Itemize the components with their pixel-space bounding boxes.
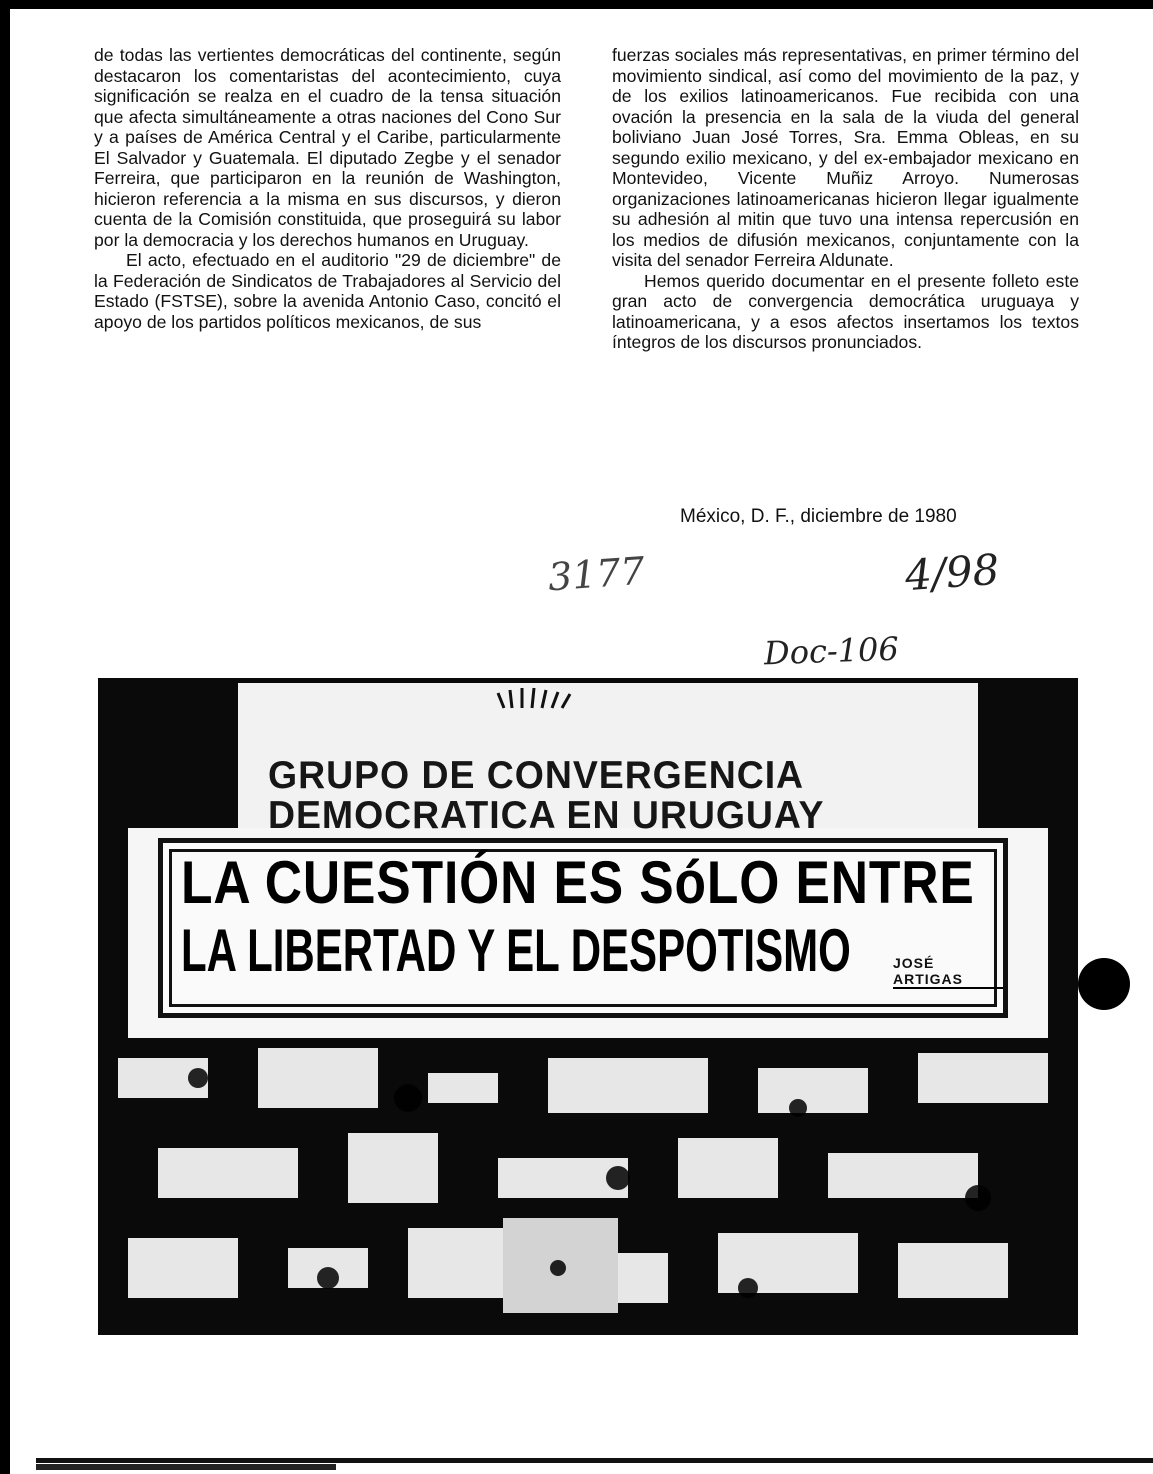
right-text-column	[612, 45, 1079, 353]
scan-bottom-bar	[36, 1458, 1153, 1463]
left-paragraph-1: de todas las vertientes democráticas del continente, según destacaron los comentaristas del acontecimiento, cuya significación se realza en el cuadro de la tensa situación que afecta simultáneamente a otras naciones del Cono Sur y a países de América Central y el Caribe, particularmente El Salvador y Guatemala. El diputado Zegbe y el senador Ferreira, que participaron en la reunión de Washington, hicieron referencia a la misma en sus discursos, y dieron cuenta de la Comisión constituida, que proseguirá su labor por la democracia y los derechos humanos en Uruguay.	[94, 45, 561, 250]
event-photo	[98, 678, 1078, 1335]
banner-slogan-line-1: LA CUESTIÓN ES SóLO ENTRE	[181, 849, 975, 916]
scan-left-edge	[0, 0, 10, 1474]
dateline: México, D. F., diciembre de 1980	[680, 506, 957, 527]
left-paragraph-2: El acto, efectuado en el auditorio "29 de diciembre" de la Federación de Sindicatos de Trabajadores al Servicio del Estado (FSTSE), sobre la avenida Antonio Caso, concitó el apoyo de los partidos políticos mexicanos, de sus	[94, 250, 561, 332]
handwritten-note-doc-code: Doc-106	[763, 629, 900, 673]
banner-slogan-line-2: LA LIBERTAD Y EL DESPOTISMO	[181, 917, 851, 984]
handwritten-note-number: 3177	[546, 548, 647, 600]
handwritten-note-fraction: 4/98	[903, 544, 1001, 601]
banner-author: JOSÉ ARTIGAS	[893, 955, 1003, 989]
right-paragraph-1: fuerzas sociales más representativas, en primer término del movimiento sindical, así como del movimiento de la paz, y de los exilios latinoamericanos. Fue recibida con una ovación la presencia en la sala de la viuda del general boliviano Juan José Torres, Sra. Emma Obleas, en su segundo exilio mexicano, y del ex-embajador mexicano en Montevideo, Vicente Muñiz Arroyo. Numerosas organizaciones latinoamericanas hicieron llegar igualmente su adhesión al mitin que tuvo una intensa repercusión en los medios de difusión mexicanos, conjuntamente con la visita del senador Ferreira Aldunate.	[612, 45, 1079, 270]
scan-top-edge	[0, 0, 1153, 9]
right-paragraph-2: Hemos querido documentar en el presente folleto este gran acto de convergencia democrática uruguaya y latinoamericana, y a esos afectos insertamos los textos íntegros de los discursos pronunciados.	[612, 270, 1079, 352]
left-text-column	[94, 45, 561, 332]
banner-group-name	[268, 756, 825, 836]
scan-bottom-bar-thick	[36, 1464, 336, 1470]
scan-bottom-edge	[36, 1440, 1153, 1474]
punch-hole	[1078, 958, 1130, 1010]
banner-group-line-2: DEMOCRATICA EN URUGUAY	[268, 794, 825, 837]
banner-slogan	[158, 838, 1008, 1018]
banner-group-line-1: GRUPO DE CONVERGENCIA	[268, 754, 805, 797]
